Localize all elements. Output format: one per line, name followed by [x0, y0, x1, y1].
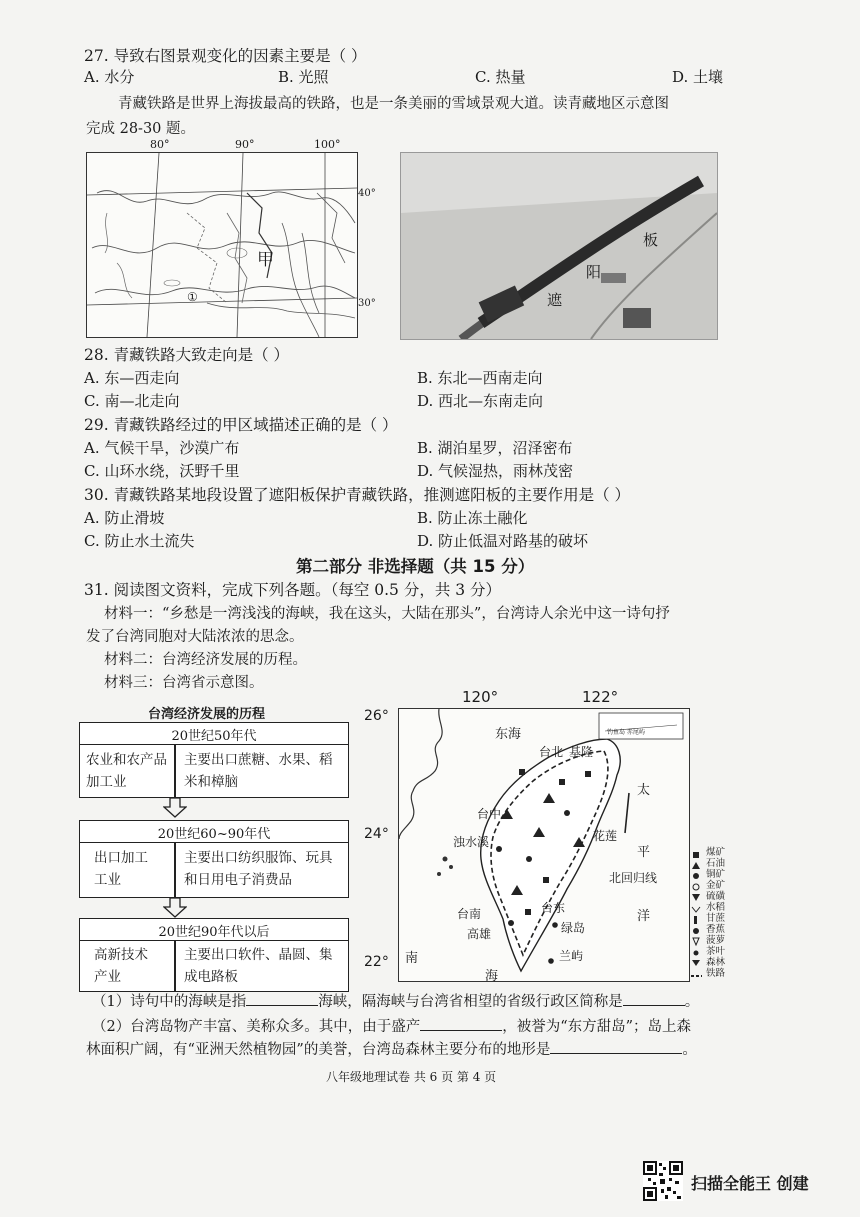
q31-sub-1	[92, 990, 699, 1011]
train-photo-drawing	[401, 153, 717, 339]
stage-2-period: 20世纪60~90年代	[157, 827, 271, 842]
q31-2-text-d: 。	[682, 1042, 697, 1058]
label-east-sea: 东海	[495, 727, 522, 742]
tibet-map	[86, 152, 358, 338]
tw-lon-120: 120°	[462, 688, 499, 706]
q27-option-d: D. 土壤	[672, 68, 724, 86]
legend-rice: 水稻	[706, 902, 726, 913]
down-arrow-1	[163, 798, 187, 818]
q31-2-text-b: ，被誉为“东方甜岛”；岛上森	[502, 1019, 692, 1035]
q31-sub-2-cont	[86, 1038, 697, 1059]
stage-3-exports: 主要出口软件、晶圆、集成电路板	[184, 947, 333, 985]
tw-lat-26: 26°	[364, 708, 389, 724]
label-pacific-2: 平	[637, 845, 651, 860]
answer-blank-terrain[interactable]	[550, 1039, 682, 1054]
q29-option-b: B. 湖泊星罗，沼泽密布	[417, 439, 573, 457]
q31-1-text-a: （1）诗句中的海峡是指	[92, 994, 247, 1010]
q31-material-2: 材料二：台湾经济发展的历程。	[104, 652, 307, 668]
label-orchid-island: 兰屿	[559, 949, 584, 963]
map-lon-80: 80°	[150, 138, 170, 151]
part2-title: 第二部分 非选择题（共 15 分）	[296, 557, 535, 576]
stage-3-body-box	[79, 940, 349, 992]
label-taipei: 台北	[539, 745, 564, 759]
q28-option-b: B. 东北—西南走向	[417, 369, 543, 387]
stage-1-period: 20世纪50年代	[171, 729, 257, 744]
q31-stem: 31. 阅读图文资料，完成下列各题。（每空 0.5 分，共 3 分）	[84, 581, 502, 599]
stage-1-exports: 主要出口蔗糖、水果、稻米和樟脑	[184, 752, 333, 790]
q28-option-d: D. 西北—东南走向	[417, 392, 544, 410]
label-keelung: 基隆	[569, 745, 594, 759]
tw-lat-24: 24°	[364, 826, 389, 842]
q28-option-a: A. 东—西走向	[84, 369, 180, 387]
stage-2-header-box	[79, 820, 349, 844]
intro-line-1: 青藏铁路是世界上海拔最高的铁路，也是一条美丽的雪域景观大道。读青藏地区示意图	[118, 96, 669, 112]
q27-stem: 27. 导致右图景观变化的因素主要是（ ）	[84, 47, 367, 65]
map-lat-30: 30°	[358, 298, 376, 309]
sign-char-zhe: 遮	[547, 291, 563, 309]
q31-2-text-c: 林面积广阔，有“亚洲天然植物园”的美誉，台湾岛森林主要分布的地形是	[86, 1042, 551, 1058]
stage-1-body-box	[79, 744, 349, 798]
label-tropic: 北回归线	[609, 871, 658, 885]
label-tainan: 台南	[457, 907, 482, 921]
q31-sub-2	[92, 1015, 691, 1036]
legend-oil: 石油	[706, 858, 726, 869]
legend-coal: 煤矿	[706, 847, 726, 858]
label-hualien: 花莲	[593, 829, 618, 843]
stage-2-body-box	[79, 842, 349, 898]
q30-option-d: D. 防止低温对路基的破坏	[417, 532, 589, 550]
label-taitung: 台东	[541, 901, 566, 915]
map-lon-90: 90°	[235, 138, 255, 151]
legend-railway: 铁路	[706, 968, 726, 979]
marker-1: ①	[187, 290, 198, 304]
legend-forest: 森林	[706, 957, 726, 968]
label-zhuoshui: 浊水溪	[453, 835, 490, 849]
q31-1-text-c: 。	[684, 994, 700, 1010]
stage-3-period: 20世纪90年代以后	[158, 925, 270, 940]
q30-option-b: B. 防止冻土融化	[417, 509, 528, 527]
inset-label: 钓鱼岛 赤尾屿	[607, 729, 645, 736]
q27-option-b: B. 光照	[278, 68, 329, 86]
q28-option-c: C. 南—北走向	[84, 392, 180, 410]
q28-stem: 28. 青藏铁路大致走向是（ ）	[84, 346, 290, 364]
q31-material-1-line-1: 材料一：“乡愁是一湾浅浅的海峡，我在这头，大陆在那头”，台湾诗人余光中这一诗句抒	[104, 606, 670, 622]
taiwan-map	[398, 708, 690, 982]
flowchart-title: 台湾经济发展的历程	[148, 707, 266, 722]
q29-option-c: C. 山环水绕，沃野千里	[84, 462, 240, 480]
label-south-sea-1: 南	[405, 951, 419, 966]
qr-code-icon	[643, 1161, 683, 1201]
answer-blank-province[interactable]	[623, 991, 685, 1006]
tw-lat-22: 22°	[364, 954, 389, 970]
sign-char-yang: 阳	[586, 263, 602, 281]
stage-3-industry: 高新技术产业	[94, 947, 148, 985]
legend-sugarcane: 甘蔗	[706, 913, 726, 924]
q29-option-a: A. 气候干旱，沙漠广布	[84, 439, 240, 457]
label-south-sea-2: 海	[485, 969, 499, 984]
legend-pineapple: 菠萝	[706, 935, 726, 946]
q30-stem: 30. 青藏铁路某地段设置了遮阳板保护青藏铁路，推测遮阳板的主要作用是（ ）	[84, 486, 631, 504]
q31-material-3: 材料三：台湾省示意图。	[104, 675, 264, 691]
camscanner-watermark: 扫描全能王 创建	[691, 1174, 809, 1193]
legend-tea: 茶叶	[706, 946, 726, 957]
map-lon-100: 100°	[314, 138, 341, 151]
label-pacific-3: 洋	[637, 909, 651, 924]
q31-material-1-line-2: 发了台湾同胞对大陆浓浓的思念。	[86, 629, 304, 645]
stage-2-industry: 出口加工工业	[94, 850, 148, 888]
sign-char-ban: 板	[643, 231, 659, 249]
page-footer: 八年级地理试卷 共 6 页 第 4 页	[326, 1070, 497, 1084]
answer-blank-strait[interactable]	[246, 991, 318, 1006]
stage-1-industry: 农业和农产品加工业	[86, 752, 167, 790]
q30-option-c: C. 防止水土流失	[84, 532, 195, 550]
tw-lon-122: 122°	[582, 688, 619, 706]
region-jia-label: 甲	[257, 250, 274, 270]
label-pacific-1: 太	[637, 783, 651, 798]
stage-1-header-box	[79, 722, 349, 746]
train-photo	[400, 152, 718, 340]
stage-2-exports: 主要出口纺织服饰、玩具和日用电子消费品	[184, 850, 333, 888]
q29-stem: 29. 青藏铁路经过的甲区域描述正确的是（ ）	[84, 416, 398, 434]
q31-1-text-b: 海峡，隔海峡与台湾省相望的省级行政区简称是	[318, 994, 623, 1010]
label-kaohsiung: 高雄	[467, 927, 492, 941]
q31-2-text-a: （2）台湾岛物产丰富、美称众多。其中，由于盛产	[92, 1019, 421, 1035]
legend-symbols	[690, 850, 704, 982]
legend-copper: 铜矿	[706, 869, 726, 880]
stage-3-header-box	[79, 918, 349, 942]
answer-blank-product[interactable]	[420, 1016, 502, 1031]
legend-gold: 金矿	[706, 880, 726, 891]
legend-banana: 香蕉	[706, 924, 726, 935]
q27-option-a: A. 水分	[84, 68, 135, 86]
down-arrow-2	[163, 898, 187, 918]
label-green-island: 绿岛	[561, 921, 586, 935]
q30-option-a: A. 防止滑坡	[84, 509, 165, 527]
label-taichung: 台中	[477, 807, 502, 821]
q29-option-d: D. 气候湿热，雨林茂密	[417, 462, 574, 480]
tibet-map-drawing	[87, 153, 357, 337]
legend-sulfur: 硫磺	[706, 891, 726, 902]
intro-line-2: 完成 28-30 题。	[86, 121, 196, 137]
q27-option-c: C. 热量	[475, 68, 526, 86]
map-lat-40: 40°	[358, 188, 376, 199]
